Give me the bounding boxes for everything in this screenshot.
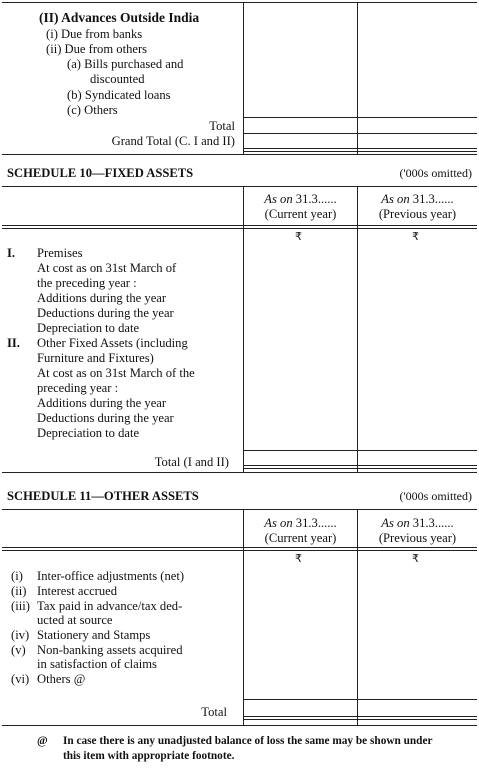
current-year-header: As on 31.3...... <box>264 516 337 530</box>
total-rule-2 <box>243 719 477 720</box>
list-item: (i) Due from banks <box>46 27 143 41</box>
col-divider-1 <box>243 2 244 154</box>
total-rule-bottom <box>243 133 477 134</box>
rupee-icon: ₹ <box>412 552 419 565</box>
schedule-10-header-bottom-2 <box>2 228 477 229</box>
total-rule <box>243 699 477 700</box>
footnote-line-2: this item with appropriate footnote. <box>63 750 235 762</box>
grand-total-rule-2 <box>243 151 477 152</box>
schedule-10-header-bottom-1 <box>2 225 477 226</box>
row-number: (vi) <box>11 672 30 686</box>
previous-year-subheader: (Previous year) <box>378 531 457 545</box>
table-row: Interest accrued <box>37 584 118 598</box>
col-divider-2 <box>357 2 358 154</box>
current-year-subheader: (Current year) <box>264 207 337 221</box>
list-item: (a) Bills purchased and <box>67 57 184 71</box>
previous-year-header: As on 31.3...... <box>381 192 454 206</box>
table-row: Other Fixed Assets (including <box>37 336 188 350</box>
top-border <box>2 2 477 3</box>
table-row: ucted at source <box>37 613 113 627</box>
table-row: Premises <box>37 246 83 260</box>
row-number: II. <box>7 336 20 350</box>
schedule-10-header-top <box>2 186 477 187</box>
current-year-subheader: (Current year) <box>264 531 337 545</box>
row-number: (iii) <box>11 599 30 613</box>
table-row: preceding year : <box>37 381 119 395</box>
row-number: (v) <box>11 643 26 657</box>
total-rule-1 <box>243 465 477 466</box>
row-number: (i) <box>11 569 23 583</box>
table-row: Deductions during the year <box>37 306 174 320</box>
schedule-10-omitted-note: ('000s omitted) <box>399 166 472 180</box>
schedule-11-header-bottom-2 <box>2 550 477 551</box>
schedule-11-title: SCHEDULE 11—OTHER ASSETS <box>7 489 199 503</box>
grand-total-label: Grand Total (C. I and II) <box>111 134 235 148</box>
total-rule <box>243 450 477 451</box>
list-item: (c) Others <box>67 103 118 117</box>
total-label: Total <box>209 119 235 133</box>
schedule-11-omitted-note: ('000s omitted) <box>399 489 472 503</box>
footnote-symbol: @ <box>37 735 48 747</box>
table-row: At cost as on 31st March of the <box>37 366 195 380</box>
table-row: in satisfaction of claims <box>37 657 157 671</box>
total-rule <box>243 117 477 118</box>
table-row: Depreciation to date <box>37 426 140 440</box>
row-number: (iv) <box>11 628 30 642</box>
table-row: Additions during the year <box>37 291 167 305</box>
list-item: discounted <box>90 72 145 86</box>
table-row: Non-banking assets acquired <box>37 643 183 657</box>
table-row: Depreciation to date <box>37 321 140 335</box>
table-row: Furniture and Fixtures) <box>37 351 154 365</box>
row-number: I. <box>7 246 16 260</box>
total-label: Total (I and II) <box>154 455 229 469</box>
rupee-icon: ₹ <box>295 552 302 565</box>
grand-total-rule-1 <box>243 148 477 149</box>
rupee-icon: ₹ <box>412 230 419 243</box>
current-year-header: As on 31.3...... <box>264 192 337 206</box>
previous-year-header: As on 31.3...... <box>381 516 454 530</box>
table-row: Inter-office adjustments (net) <box>37 569 185 583</box>
total-label: Total <box>201 705 227 719</box>
table-row: Tax paid in advance/tax ded- <box>37 599 183 613</box>
schedule-11-bottom-border <box>2 725 477 726</box>
advances-outside-india-heading: (II) Advances Outside India <box>39 10 200 25</box>
table-row: Deductions during the year <box>37 411 174 425</box>
schedule-11-header-top <box>2 509 477 510</box>
table-row: At cost as on 31st March of <box>37 261 177 275</box>
top-bottom-border <box>2 154 477 155</box>
list-item: (ii) Due from others <box>46 42 148 56</box>
schedule-10-bottom-border <box>2 472 477 473</box>
table-row: Additions during the year <box>37 396 167 410</box>
total-rule-1 <box>243 716 477 717</box>
footnote-line-1: In case there is any unadjusted balance of loss the same may be shown under <box>63 735 433 747</box>
schedule-10-title: SCHEDULE 10—FIXED ASSETS <box>7 166 194 180</box>
previous-year-subheader: (Previous year) <box>378 207 457 221</box>
table-row: the preceding year : <box>37 276 137 290</box>
total-rule-2 <box>243 468 477 469</box>
table-row: Stationery and Stamps <box>37 628 151 642</box>
table-row: Others @ <box>37 672 86 686</box>
list-item: (b) Syndicated loans <box>67 88 171 102</box>
rupee-icon: ₹ <box>295 230 302 243</box>
schedule-11-header-bottom-1 <box>2 547 477 548</box>
row-number: (ii) <box>11 584 27 598</box>
